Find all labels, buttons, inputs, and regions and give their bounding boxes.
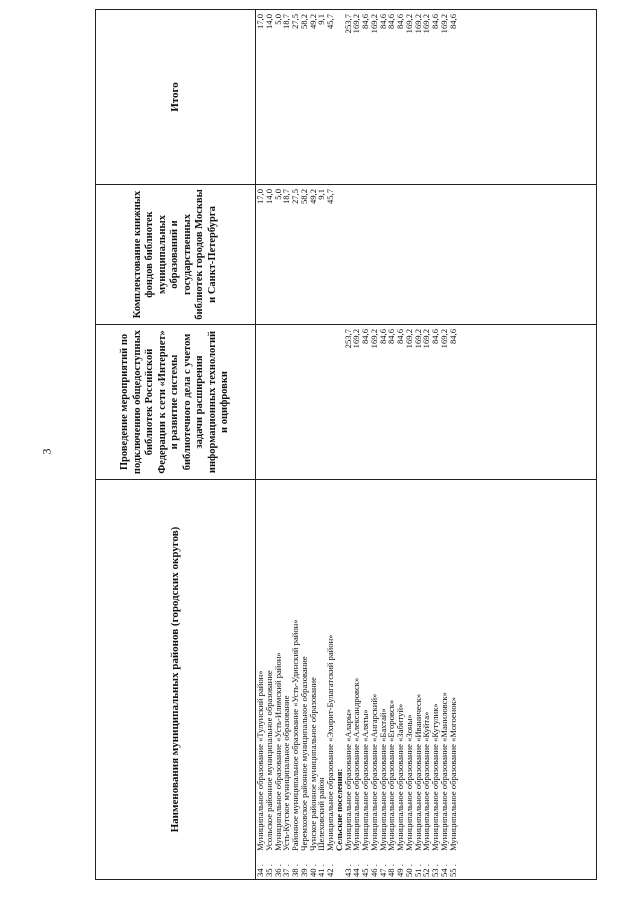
internet-value: 84,6 <box>395 329 405 345</box>
internet-value: 84,6 <box>360 329 370 345</box>
row-name: Усольское районное муниципальное образование <box>263 670 274 851</box>
cell-books <box>431 185 440 324</box>
cell-internet <box>344 325 353 479</box>
cell-total <box>274 10 283 184</box>
cell-total <box>431 10 440 184</box>
row-name: Муниципальное образование «Алары» <box>342 708 353 851</box>
total-value: 84,6 <box>386 14 397 30</box>
row-name: Муниципальное образование «Иваническ» <box>412 693 423 851</box>
cell-internet <box>431 325 440 479</box>
row-name: Муниципальное образование «Кутулик» <box>430 703 440 851</box>
cell-books <box>309 185 318 324</box>
cell-total <box>300 10 309 184</box>
cell-total <box>414 10 423 184</box>
data-row <box>256 10 597 880</box>
cell-total <box>317 10 326 184</box>
cell-books <box>449 185 458 324</box>
internet-value: 84,6 <box>430 329 440 345</box>
cell-books <box>335 185 344 324</box>
total-value: 58,2 <box>298 14 309 30</box>
cell-total <box>387 10 396 184</box>
total-value: 253,7 <box>342 14 353 34</box>
cell-total <box>422 10 431 184</box>
row-name: Муниципальное образование «Ангарский» <box>368 693 379 851</box>
cell-total <box>282 10 291 184</box>
books-value: 5,0 <box>272 189 283 200</box>
row-name: Муниципальное образование «Могоенок» <box>447 696 458 851</box>
row-name: Муниципальное образование «Александровск» <box>351 677 362 851</box>
row-name: Муниципальное образование «Аляты» <box>360 709 370 851</box>
internet-value: 84,6 <box>447 329 458 345</box>
cell-books <box>440 185 449 324</box>
row-number: 45 . <box>360 864 370 877</box>
cell-total <box>352 10 361 184</box>
row-number: 42 . <box>325 864 335 877</box>
cell-internet <box>282 325 291 479</box>
books-value: 14,0 <box>263 189 274 205</box>
cell-internet <box>300 325 309 479</box>
total-value: 169,2 <box>368 14 379 34</box>
row-number: 47 . <box>377 864 388 877</box>
row-name: Шелеховский район <box>316 777 327 851</box>
row-number: 43 . <box>342 864 353 877</box>
row-name: Муниципальное образование «Тулунский район» <box>255 670 265 851</box>
header-internet: Проведение мероприятий по подключению общедоступных библиотек Российской Федерации к сети «Интернет» и развитие системы библиотечного дела с учетом задачи расширения информационных технологий и оцифровки <box>96 325 256 480</box>
cell-internet <box>387 325 396 479</box>
cell-internet <box>370 325 379 479</box>
cell-total <box>256 10 265 184</box>
total-value: 84,6 <box>447 14 458 30</box>
books-value: 9,1 <box>316 189 327 200</box>
row-name: Муниципальное образование «Куйта» <box>421 711 432 851</box>
cell-total <box>396 10 405 184</box>
row-number: 44 . <box>351 864 362 877</box>
cell-internet <box>422 325 431 479</box>
cell-internet <box>449 325 458 479</box>
total-value: 84,6 <box>395 14 405 30</box>
row-number: 51 . <box>412 864 423 877</box>
books-value: 58,2 <box>298 189 309 205</box>
total-value: 169,2 <box>438 14 449 34</box>
cell-total <box>405 10 414 184</box>
internet-value: 253,7 <box>342 329 353 349</box>
cell-internet <box>352 325 361 479</box>
cell-total <box>291 10 300 184</box>
cell-books <box>344 185 353 324</box>
cell-internet <box>405 325 414 479</box>
row-number: 35 . <box>263 864 274 877</box>
row-number: 53 . <box>430 864 440 877</box>
total-value: 45,7 <box>325 14 335 30</box>
cell-books <box>282 185 291 324</box>
row-name: Муниципальное образование «Зоны» <box>403 714 414 851</box>
row-number: 34 . <box>255 864 265 877</box>
row-number: 54 . <box>438 864 449 877</box>
total-value: 169,2 <box>351 14 362 34</box>
row-name: Муниципальное образование «Егоровск» <box>386 699 397 851</box>
cell-books <box>317 185 326 324</box>
cell-books <box>291 185 300 324</box>
row-name: Муниципальное образование «Бахтай» <box>377 708 388 851</box>
internet-value: 169,2 <box>421 329 432 349</box>
cell-books <box>352 185 361 324</box>
cell-books <box>300 185 309 324</box>
total-value: 17,0 <box>255 14 265 30</box>
total-value: 27,5 <box>290 14 300 30</box>
cell-books <box>387 185 396 324</box>
row-name: Муниципальное образование «Забитуй» <box>395 703 405 851</box>
row-name: Сельские поселения: <box>333 768 344 851</box>
cell-internet <box>440 325 449 479</box>
cell-total <box>449 10 458 184</box>
cell-books <box>379 185 388 324</box>
total-column <box>256 10 597 185</box>
row-number: 36 . <box>272 864 283 877</box>
cell-internet <box>335 325 344 479</box>
rotated-table-wrapper <box>95 10 590 880</box>
internet-value: 169,2 <box>438 329 449 349</box>
cell-books <box>396 185 405 324</box>
internet-value: 169,2 <box>351 329 362 349</box>
total-value: 18,7 <box>281 14 292 30</box>
cell-internet <box>317 325 326 479</box>
row-number: 38 . <box>290 864 300 877</box>
total-value: 49,2 <box>307 14 318 30</box>
internet-value: 169,2 <box>403 329 414 349</box>
cell-internet <box>265 325 274 479</box>
row-name: Чунское районное муниципальное образование <box>307 677 318 851</box>
row-number: 48 . <box>386 864 397 877</box>
row-number: 52 . <box>421 864 432 877</box>
internet-value: 169,2 <box>412 329 423 349</box>
cell-books <box>256 185 265 324</box>
books-value: 45,7 <box>325 189 335 205</box>
cell-total <box>309 10 318 184</box>
cell-books <box>370 185 379 324</box>
row-name: Муниципальное образование «Эхирит-Булагатский район» <box>325 634 335 851</box>
row-name: Муниципальное образование «Усть-Илимский район» <box>272 652 283 851</box>
cell-internet <box>274 325 283 479</box>
header-total: Итого <box>96 10 256 185</box>
header-row <box>96 10 256 880</box>
cell-total <box>370 10 379 184</box>
cell-total <box>344 10 353 184</box>
total-value: 169,2 <box>403 14 414 34</box>
cell-total <box>335 10 344 184</box>
total-value: 84,6 <box>430 14 440 30</box>
row-name: Районное муниципальное образование «Усть-Удинский район» <box>290 619 300 851</box>
internet-value: 84,6 <box>377 329 388 345</box>
cell-internet <box>414 325 423 479</box>
names-column <box>256 480 597 880</box>
cell-internet <box>361 325 370 479</box>
internet-value: 169,2 <box>368 329 379 349</box>
row-name: Муниципальное образование «Маниловск» <box>438 692 449 851</box>
books-value: 27,5 <box>290 189 300 205</box>
table-row <box>449 480 458 879</box>
cell-total <box>326 10 335 184</box>
funding-table <box>95 9 597 880</box>
total-value: 84,6 <box>377 14 388 30</box>
cell-books <box>361 185 370 324</box>
cell-internet <box>291 325 300 479</box>
total-value: 169,2 <box>412 14 423 34</box>
books-value: 18,7 <box>281 189 292 205</box>
cell-total <box>440 10 449 184</box>
row-number: 46 . <box>368 864 379 877</box>
row-number: 37 . <box>281 864 292 877</box>
internet-value: 84,6 <box>386 329 397 345</box>
books-column <box>256 185 597 325</box>
books-value: 17,0 <box>255 189 265 205</box>
row-number: 41 . <box>316 864 327 877</box>
cell-internet <box>379 325 388 479</box>
cell-books <box>274 185 283 324</box>
cell-books <box>265 185 274 324</box>
total-value: 5,0 <box>272 14 283 25</box>
internet-column <box>256 325 597 480</box>
row-name: Черемховское районное муниципальное образование <box>298 656 309 851</box>
books-value: 49,2 <box>307 189 318 205</box>
cell-total <box>379 10 388 184</box>
page-number: 3 <box>39 448 54 455</box>
cell-books <box>414 185 423 324</box>
cell-books <box>326 185 335 324</box>
cell-books <box>422 185 431 324</box>
row-number: 49 . <box>395 864 405 877</box>
header-books: Комплектование книжных фондов библиотек муниципальных образований и государственных библиотек городов Москвы и Санкт-Петербурга <box>96 185 256 325</box>
cell-total <box>265 10 274 184</box>
total-value: 169,2 <box>421 14 432 34</box>
cell-books <box>405 185 414 324</box>
total-value: 84,6 <box>360 14 370 30</box>
cell-total <box>361 10 370 184</box>
row-name: Усть-Кутское муниципальное образование <box>281 695 292 851</box>
row-number: 55 . <box>447 864 458 877</box>
header-name: Наименования муниципальных районов (городских округов) <box>96 480 256 880</box>
row-number: 50 . <box>403 864 414 877</box>
row-number: 40 . <box>307 864 318 877</box>
row-number: 39 . <box>298 864 309 877</box>
cell-internet <box>396 325 405 479</box>
total-value: 9,1 <box>316 14 327 25</box>
cell-internet <box>326 325 335 479</box>
cell-internet <box>309 325 318 479</box>
total-value: 14,0 <box>263 14 274 30</box>
cell-internet <box>256 325 265 479</box>
